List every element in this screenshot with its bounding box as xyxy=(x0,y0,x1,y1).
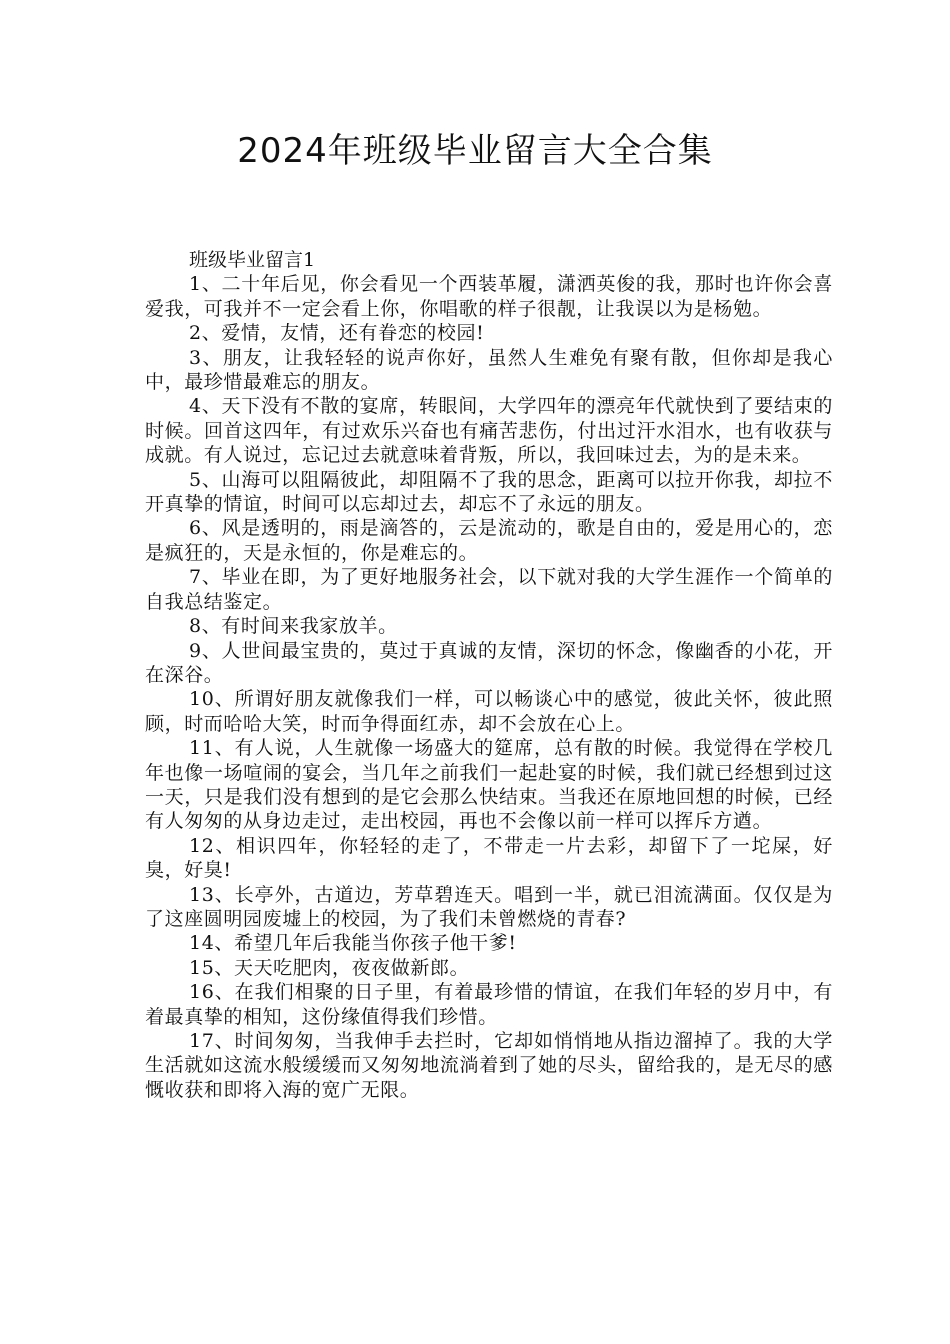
document-title: 2024年班级毕业留言大全合集 xyxy=(237,131,713,171)
paragraph-11: 11、有人说，人生就像一场盛大的筵席，总有散的时候。我觉得在学校几年也像一场喧闹的宴会，当几年之前我们一起赴宴的时候，我们就已经想到过这一天，只是我们没有想到的是它会那么快结束。当我还在原地回想的时候，已经有人匆匆的从身边走过，走出校园，再也不会像以前一样可以挥斥方遒。 xyxy=(145,737,833,833)
paragraph-6: 6、风是透明的，雨是滴答的，云是流动的，歌是自由的，爱是用心的，恋是疯狂的，天是永恒的，你是难忘的。 xyxy=(145,517,833,564)
section-heading: 班级毕业留言1 xyxy=(189,249,316,271)
paragraph-9: 9、人世间最宝贵的，莫过于真诚的友情，深切的怀念，像幽香的小花，开在深谷。 xyxy=(145,639,833,686)
paragraph-12: 12、相识四年，你轻轻的走了，不带走一片去彩，却留下了一坨屎，好臭，好臭! xyxy=(145,834,833,882)
document-body xyxy=(145,248,833,1102)
paragraph-1: 1、二十年后见，你会看见一个西装革履，潇洒英俊的我，那时也许你会喜爱我，可我并不一定会看上你，你唱歌的样子很靓，让我误以为是杨勉。 xyxy=(145,273,833,320)
paragraph-15: 15、天天吃肥肉，夜夜做新郎。 xyxy=(189,956,470,979)
paragraph-8: 8、有时间来我家放羊。 xyxy=(189,615,398,638)
paragraph-13: 13、长亭外，古道边，芳草碧连天。唱到一半，就已泪流满面。仅仅是为了这座圆明园废墟上的校园，为了我们未曾燃烧的青春? xyxy=(145,883,833,930)
paragraph-17: 17、时间匆匆，当我伸手去拦时，它却如悄悄地从指边溜掉了。我的大学生活就如这流水般缓缓而又匆匆地流淌着到了她的尽头，留给我的，是无尽的感慨收获和即将入海的宽广无限。 xyxy=(145,1030,833,1101)
paragraph-2: 2、爱情，友情，还有眷恋的校园! xyxy=(189,322,485,345)
paragraph-10: 10、所谓好朋友就像我们一样，可以畅谈心中的感觉，彼此关怀，彼此照顾，时而哈哈大笑，时而争得面红赤，却不会放在心上。 xyxy=(145,688,833,735)
paragraph-16: 16、在我们相聚的日子里，有着最珍惜的情谊，在我们年轻的岁月中，有着最真挚的相知，这份缘值得我们珍惜。 xyxy=(145,981,833,1028)
paragraph-3: 3、朋友，让我轻轻的说声你好，虽然人生难免有聚有散，但你却是我心中，最珍惜最难忘的朋友。 xyxy=(145,346,833,394)
paragraph-5: 5、山海可以阻隔彼此，却阻隔不了我的思念，距离可以拉开你我，却拉不开真挚的情谊，时间可以忘却过去，却忘不了永远的朋友。 xyxy=(145,468,833,516)
paragraph-7: 7、毕业在即，为了更好地服务社会，以下就对我的大学生涯作一个简单的自我总结鉴定。 xyxy=(145,566,833,613)
paragraph-4: 4、天下没有不散的宴席，转眼间，大学四年的漂亮年代就快到了要结束的时候。回首这四年，有过欢乐兴奋也有痛苦悲伤，付出过汗水泪水，也有收获与成就。有人说过，忘记过去就意味着背叛，所以，我回味过去，为的是未来。 xyxy=(145,395,833,467)
paragraph-14: 14、希望几年后我能当你孩子他干爹! xyxy=(189,932,517,955)
